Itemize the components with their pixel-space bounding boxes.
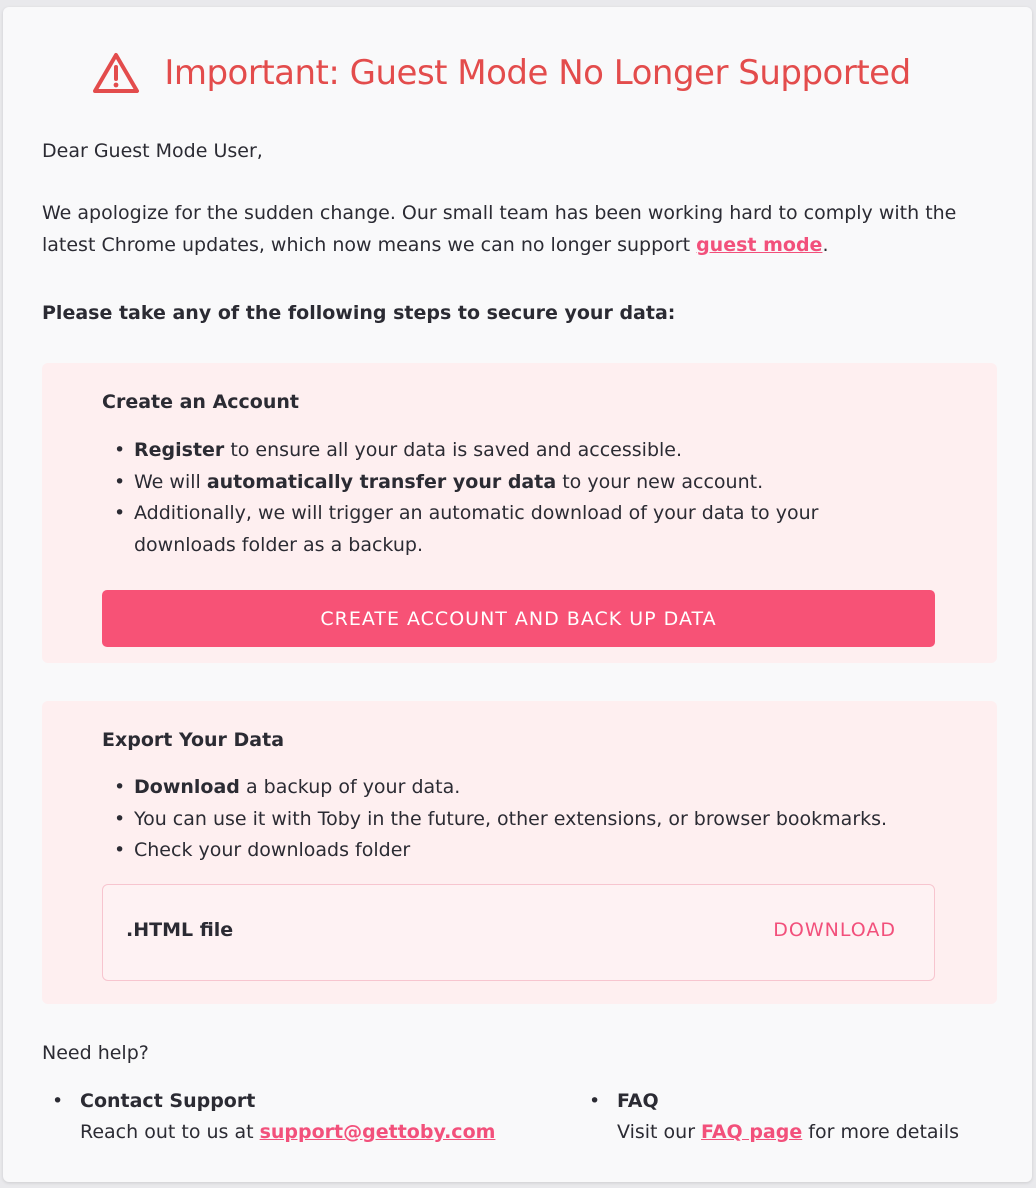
create-account-panel xyxy=(42,363,997,663)
bullet-bold: Register xyxy=(134,439,225,461)
guest-mode-link[interactable]: guest mode xyxy=(696,234,823,256)
contact-support-heading: Contact Support xyxy=(80,1090,256,1112)
faq-item xyxy=(589,1086,959,1148)
page-title: Important: Guest Mode No Longer Supported xyxy=(164,53,911,93)
support-text: Reach out to us at xyxy=(80,1121,260,1143)
export-data-bullets xyxy=(102,772,914,867)
bullet-dot: • xyxy=(589,1090,601,1112)
list-item xyxy=(134,772,914,804)
download-button[interactable]: DOWNLOAD xyxy=(773,919,896,941)
faq-pre-text: Visit our xyxy=(617,1121,702,1143)
bullet-bold: automatically transfer your data xyxy=(206,470,557,493)
help-heading: Need help? xyxy=(42,1042,149,1064)
faq-text xyxy=(617,1117,959,1148)
create-account-title: Create an Account xyxy=(102,391,299,413)
intro-paragraph xyxy=(42,197,1002,261)
list-item xyxy=(134,835,914,867)
create-account-bullets xyxy=(102,435,914,561)
file-type-label: .HTML file xyxy=(126,919,234,941)
list-item xyxy=(134,498,914,561)
steps-heading: Please take any of the following steps to secure your data: xyxy=(42,302,676,324)
bullet-dot: • xyxy=(52,1090,64,1112)
support-email-link[interactable]: support@gettoby.com xyxy=(259,1121,496,1143)
list-item xyxy=(134,804,914,836)
bullet-text: Additionally, we will trigger an automatic download of your data to your downloads folder as a backup. xyxy=(134,502,819,556)
contact-support-text xyxy=(80,1117,495,1148)
bullet-text: Check your downloads folder xyxy=(134,839,411,861)
warning-triangle-icon xyxy=(92,51,140,95)
bullet-text: You can use it with Toby in the future, other extensions, or browser bookmarks. xyxy=(134,807,888,830)
faq-heading: FAQ xyxy=(617,1090,659,1112)
create-account-button[interactable]: CREATE ACCOUNT AND BACK UP DATA xyxy=(102,590,935,647)
faq-page-link[interactable]: FAQ page xyxy=(701,1121,803,1143)
intro-end: . xyxy=(822,234,829,256)
bullet-text: We will xyxy=(134,470,207,493)
contact-support-item xyxy=(52,1086,496,1148)
list-item xyxy=(134,467,914,499)
guest-mode-notice-card xyxy=(3,7,1032,1182)
bullet-text: a backup of your data. xyxy=(239,776,461,798)
faq-post-text: for more details xyxy=(802,1121,959,1143)
export-data-title: Export Your Data xyxy=(102,729,285,751)
bullet-text: to ensure all your data is saved and accessible. xyxy=(224,439,683,461)
export-data-panel xyxy=(42,701,997,1004)
bullet-bold: Download xyxy=(134,776,240,798)
intro-text: We apologize for the sudden change. Our small team has been working hard to comply with the latest Chrome updates, which now means we can no longer support xyxy=(42,202,957,256)
html-file-row xyxy=(102,884,935,981)
title-row xyxy=(3,51,1032,95)
list-item xyxy=(134,435,914,467)
bullet-text: to your new account. xyxy=(556,470,764,493)
greeting-text: Dear Guest Mode User, xyxy=(42,140,263,162)
